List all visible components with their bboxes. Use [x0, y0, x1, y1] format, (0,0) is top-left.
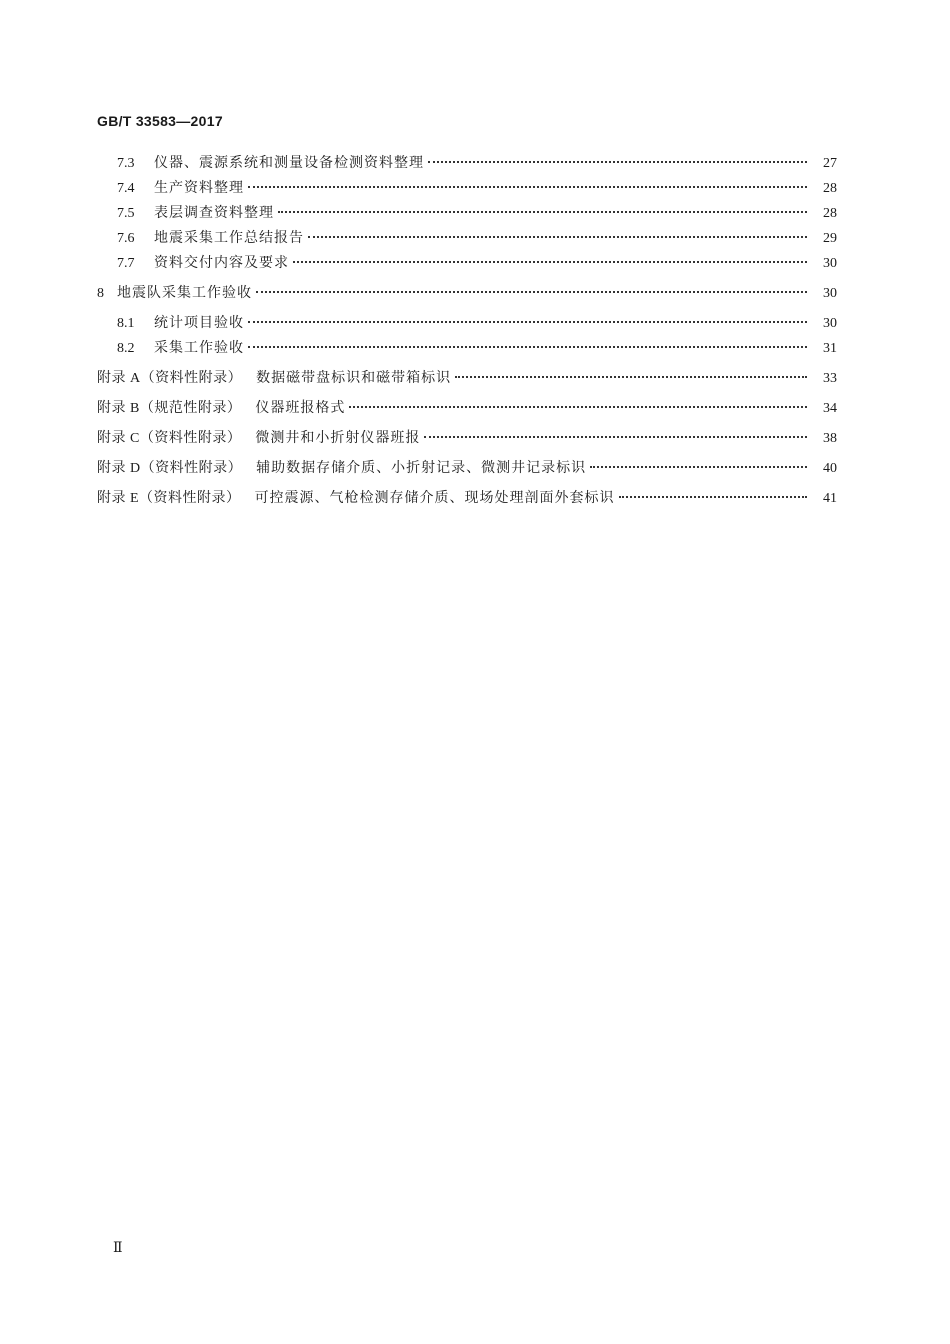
toc-dot-leader — [424, 436, 807, 438]
standard-code-header: GB/T 33583—2017 — [97, 113, 223, 129]
toc-entry-number: 附录 E（资料性附录） — [97, 491, 241, 506]
toc-entry-7-6[interactable] — [97, 228, 837, 249]
toc-entry-page: 31 — [823, 341, 837, 356]
toc-dot-leader — [248, 321, 807, 323]
toc-entry-appendix-c[interactable] — [97, 428, 837, 449]
toc-entry-8[interactable] — [97, 283, 837, 304]
toc-dot-leader — [455, 376, 807, 378]
toc-entry-title: 资料交付内容及要求 — [154, 255, 289, 271]
toc-entry-title: 地震采集工作总结报告 — [154, 230, 304, 246]
toc-entry-appendix-b[interactable] — [97, 398, 837, 419]
toc-dot-leader — [590, 466, 807, 468]
toc-entry-page: 28 — [823, 181, 837, 196]
toc-dot-leader — [293, 261, 807, 263]
toc-entry-page: 34 — [823, 401, 837, 416]
toc-entry-8-1[interactable] — [97, 313, 837, 334]
toc-entry-7-4[interactable] — [97, 178, 837, 199]
toc-entry-page: 30 — [823, 256, 837, 271]
toc-entry-page: 28 — [823, 206, 837, 221]
toc-dot-leader — [256, 291, 807, 293]
toc-dot-leader — [248, 346, 807, 348]
toc-entry-number: 7.5 — [117, 206, 135, 221]
toc-entry-page: 38 — [823, 431, 837, 446]
toc-entry-number: 附录 D（资料性附录） — [97, 461, 243, 476]
toc-entry-number: 8 — [97, 286, 104, 301]
toc-entry-number: 7.3 — [117, 156, 135, 171]
toc-entry-number: 附录 C（资料性附录） — [97, 431, 242, 446]
toc-entry-title: 采集工作验收 — [154, 340, 244, 356]
toc-entry-7-3[interactable] — [97, 153, 837, 174]
toc-dot-leader — [349, 406, 807, 408]
toc-entry-number: 8.2 — [117, 341, 135, 356]
toc-entry-number: 7.7 — [117, 256, 135, 271]
toc-entry-title: 仪器、震源系统和测量设备检测资料整理 — [154, 155, 424, 171]
toc-entry-title: 数据磁带盘标识和磁带箱标识 — [256, 370, 452, 386]
toc-entry-page: 30 — [823, 286, 837, 301]
toc-entry-page: 33 — [823, 371, 837, 386]
toc-entry-title: 可控震源、气枪检测存储介质、现场处理剖面外套标识 — [254, 490, 615, 506]
page-number: Ⅱ — [113, 1241, 123, 1256]
toc-entry-number: 7.6 — [117, 231, 135, 246]
toc-entry-8-2[interactable] — [97, 338, 837, 359]
toc-entry-title: 辅助数据存储介质、小折射记录、微测井记录标识 — [256, 460, 587, 476]
toc-entry-number: 附录 A（资料性附录） — [97, 371, 243, 386]
toc-entry-title: 生产资料整理 — [154, 180, 244, 196]
toc-entry-number: 7.4 — [117, 181, 135, 196]
toc-entry-7-7[interactable] — [97, 253, 837, 274]
toc-entry-7-5[interactable] — [97, 203, 837, 224]
toc-entry-appendix-d[interactable] — [97, 458, 837, 479]
toc-entry-appendix-a[interactable] — [97, 368, 837, 389]
toc-dot-leader — [278, 211, 807, 213]
toc-entry-number: 8.1 — [117, 316, 135, 331]
toc-entry-page: 41 — [823, 491, 837, 506]
toc-entry-title: 表层调查资料整理 — [154, 205, 274, 221]
toc-entry-page: 30 — [823, 316, 837, 331]
toc-entry-title: 地震队采集工作验收 — [117, 285, 252, 301]
toc-entry-page: 29 — [823, 231, 837, 246]
toc-dot-leader — [308, 236, 807, 238]
toc-entry-title: 仪器班报格式 — [255, 400, 346, 416]
toc-entry-title: 微测井和小折射仪器班报 — [255, 430, 421, 446]
toc-entry-page: 40 — [823, 461, 837, 476]
toc-entry-number: 附录 B（规范性附录） — [97, 401, 242, 416]
toc-dot-leader — [248, 186, 807, 188]
toc-entry-appendix-e[interactable] — [97, 488, 837, 509]
toc-entry-title: 统计项目验收 — [154, 315, 244, 331]
toc-dot-leader — [619, 496, 807, 498]
toc-dot-leader — [428, 161, 807, 163]
toc-entry-page: 27 — [823, 156, 837, 171]
